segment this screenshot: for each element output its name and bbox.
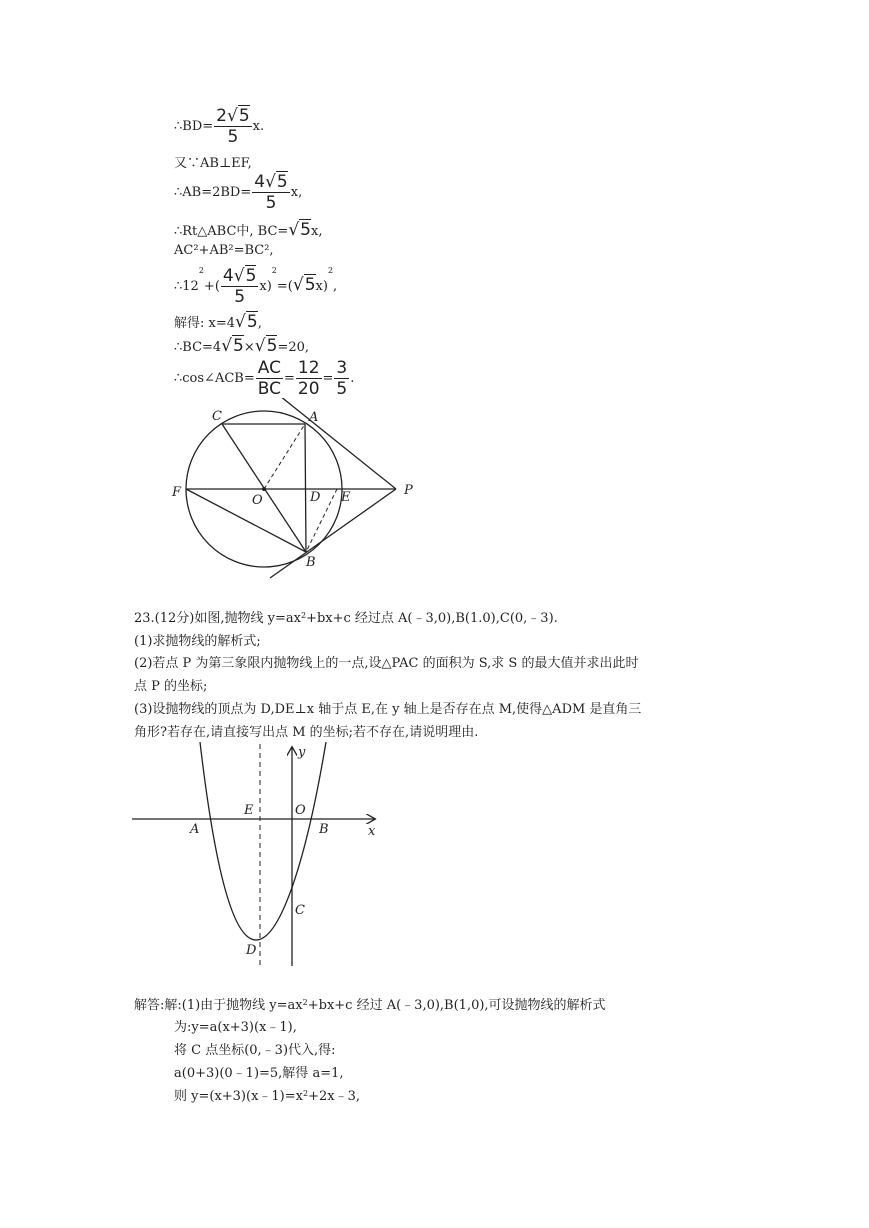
parabola-figure: [128, 742, 388, 972]
denominator: 5: [265, 193, 277, 213]
denominator: 5: [336, 379, 348, 399]
superscript: 2: [271, 266, 277, 275]
tangent-pb: [270, 489, 396, 578]
text: +bx+c 经过点 A(﹣3,0),B(1.0),C(0,﹣3).: [306, 611, 558, 626]
radicand: 5: [238, 106, 250, 126]
denominator: 5: [234, 287, 246, 307]
circle-tangent-figure: [160, 398, 430, 588]
label-p: P: [404, 483, 413, 498]
label-o: O: [252, 493, 263, 508]
numerator: 12: [297, 358, 320, 378]
problem-23-line1: [134, 611, 558, 627]
superscript: 2: [327, 266, 334, 275]
text: +(: [203, 279, 220, 294]
label-c: C: [295, 903, 305, 918]
solution-line-solve: [174, 314, 262, 332]
fraction: $\frac{4√5}{5}$: [254, 172, 288, 213]
label-b: B: [306, 555, 316, 570]
tangent-pa: [280, 398, 396, 489]
answer-line5: [174, 1089, 360, 1105]
problem-23-part3b: 角形?若存在,请直接写出点 M 的坐标;若不存在,请说明理由.: [134, 725, 479, 740]
fraction: [296, 358, 322, 399]
text: x,: [310, 224, 323, 239]
text: x): [315, 279, 328, 294]
label-a: A: [190, 822, 200, 837]
superscript: 2: [300, 611, 307, 620]
text: =20,: [277, 340, 310, 355]
answer-line4: a(0+3)(0﹣1)=5,解得 a=1,: [174, 1066, 344, 1081]
answer-line1: [134, 998, 606, 1014]
label-d: D: [246, 943, 257, 958]
fraction: $\frac{4√5}{5}$: [222, 266, 257, 307]
text: .: [350, 371, 355, 386]
numerator: 3: [336, 358, 348, 378]
problem-23-part2a: (2)若点 P 为第三象限内抛物线上的一点,设△PAC 的面积为 S,求 S 的最大值并求出此时: [134, 656, 639, 671]
text: x): [259, 279, 272, 294]
text: +2x﹣3,: [308, 1089, 360, 1104]
radical: √5: [254, 336, 278, 356]
text: ∴AB=2BD=: [174, 185, 252, 200]
denominator: 20: [297, 379, 320, 399]
label-y: y: [298, 745, 306, 760]
label-b: B: [319, 822, 329, 837]
denominator: BC: [257, 379, 281, 399]
text: +bx+c 经过 A(﹣3,0),B(1,0),可设抛物线的解析式: [307, 998, 606, 1013]
text: ∴Rt△ABC中, BC=: [174, 224, 289, 239]
text: x.: [252, 119, 265, 134]
radicand: 5: [245, 266, 257, 286]
superscript: 2: [302, 998, 308, 1007]
fraction: [256, 358, 283, 399]
radical: √5: [292, 275, 316, 295]
text: 则 y=(x+3)(x﹣1)=x: [174, 1089, 303, 1104]
fraction: $\frac{2√5}{5}$: [216, 106, 250, 147]
text: 23.(12分)如图,抛物线 y=ax: [134, 611, 301, 626]
problem-23-part1: (1)求抛物线的解析式;: [134, 634, 261, 649]
label-c: C: [212, 409, 222, 424]
coef: 4: [222, 266, 234, 286]
numerator: AC: [256, 358, 283, 379]
solution-line-pythagoras: AC²+AB²=BC²,: [174, 243, 274, 258]
text: ×: [243, 340, 255, 355]
solution-line-ab: [174, 172, 302, 213]
label-d: D: [310, 490, 321, 505]
segment-fb: [186, 489, 306, 552]
text: x,: [290, 185, 303, 200]
parabola-curve: [200, 742, 326, 940]
label-x: x: [368, 824, 376, 839]
problem-23-part3a: (3)设抛物线的顶点为 D,DE⊥x 轴于点 E,在 y 轴上是否存在点 M,使得△ADM 是直角三: [134, 702, 642, 717]
radicand: 5: [246, 312, 258, 332]
text: 解答:解:(1)由于抛物线 y=ax: [134, 998, 303, 1013]
coef: 4: [254, 172, 266, 192]
solution-line-bd: [174, 106, 264, 147]
label-o: O: [295, 803, 306, 818]
radical: √5: [235, 312, 258, 332]
text: ,: [333, 279, 338, 294]
solution-line-cos: [174, 358, 354, 399]
text: ∴BC=4: [174, 340, 222, 355]
radical: √5: [288, 220, 311, 240]
radicand: 5: [300, 220, 311, 240]
label-f: F: [172, 485, 182, 500]
problem-23-part2b: 点 P 的坐标;: [134, 679, 208, 694]
solution-line-ab-perp: 又∵AB⊥EF,: [174, 156, 252, 171]
label-e: E: [341, 490, 351, 505]
label-a: A: [309, 410, 319, 425]
answer-line3: 将 C 点坐标(0,﹣3)代入,得:: [174, 1043, 336, 1058]
superscript: 2: [302, 1089, 309, 1098]
text: ∴BD=: [174, 119, 214, 134]
answer-line2: 为:y=a(x+3)(x﹣1),: [174, 1020, 297, 1035]
solution-line-rt: [174, 222, 322, 240]
text: ,: [257, 316, 262, 331]
text: =: [322, 371, 334, 386]
solution-line-bc: [174, 338, 309, 356]
superscript: 2: [198, 266, 204, 275]
text: =: [283, 371, 295, 386]
solution-line-equation: [174, 266, 337, 307]
label-e: E: [244, 803, 254, 818]
coef: 2: [216, 106, 227, 126]
text: =(: [276, 279, 293, 294]
text: 解得: x=4: [174, 316, 236, 331]
denominator: 5: [227, 127, 239, 147]
segment-ab: [305, 424, 306, 552]
text: ∴cos∠ACB=: [174, 371, 255, 386]
text: ∴12: [174, 279, 199, 294]
radical: √5: [221, 336, 244, 356]
radicand: 5: [304, 275, 316, 295]
center-point-o: [262, 487, 266, 491]
radicand: 5: [276, 172, 288, 192]
fraction: [334, 358, 349, 399]
radicand: 5: [233, 336, 244, 356]
radicand: 5: [266, 336, 278, 356]
dashed-oa: [264, 424, 305, 489]
